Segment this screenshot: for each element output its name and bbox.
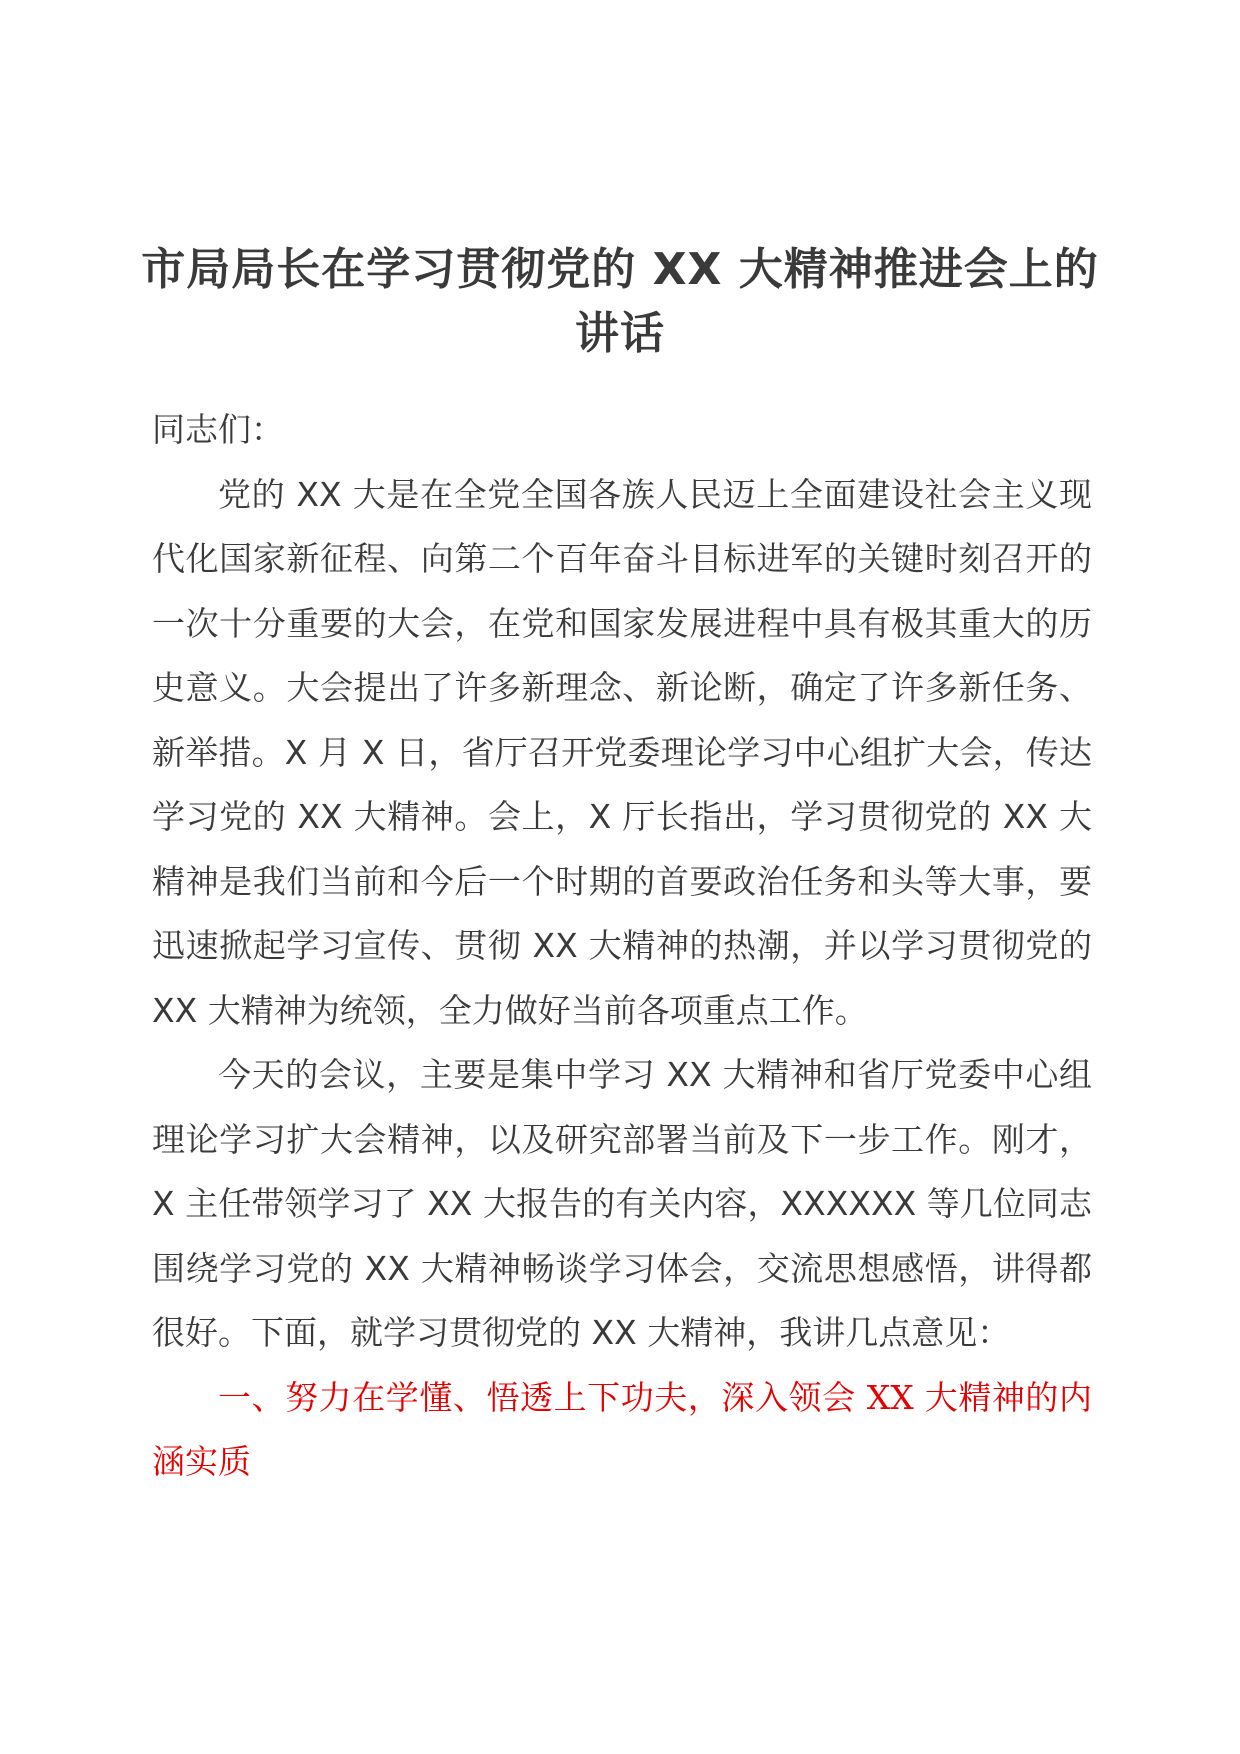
- salutation: 同志们：: [152, 410, 284, 449]
- body-paragraph-1: 党的 XX 大是在全党全国各族人民迈上全面建设社会主义现代化国家新征程、向第二个百年奋斗目标进军的关键时刻召开的一次十分重要的大会，在党和国家发展进程中具有极其重大的历史意义。大会提出了许多新理念、新论断，确定了许多新任务、新举措。X 月 X 日，省厅召开党委理论学习中心组扩大会，传达学习党的 XX 大精神。会上，X 厅长指出，学习贯彻党的 XX 大精神是我们当前和今后一个时期的首要政治任务和头等大事，要迅速掀起学习宣传、贯彻 XX 大精神的热潮，并以学习贯彻党的 XX 大精神为统领，全力做好当前各项重点工作。: [152, 474, 1092, 1030]
- document-title: 市局局长在学习贯彻党的 XX 大精神推进会上的讲话: [141, 244, 1099, 359]
- section-heading: 一、努力在学懂、悟透上下功夫，深入领会 XX 大精神的内涵实质: [152, 1377, 1092, 1481]
- document-body: [152, 398, 1092, 1495]
- body-paragraph-2: 今天的会议，主要是集中学习 XX 大精神和省厅党委中心组理论学习扩大会精神，以及研究部署当前及下一步工作。刚才，X 主任带领学习了 XX 大报告的有关内容，XXXXXX 等几位同志围绕学习党的 XX 大精神畅谈学习体会，交流思想感悟，讲得都很好。下面，就学习贯彻党的 XX 大精神，我讲几点意见：: [152, 1055, 1092, 1352]
